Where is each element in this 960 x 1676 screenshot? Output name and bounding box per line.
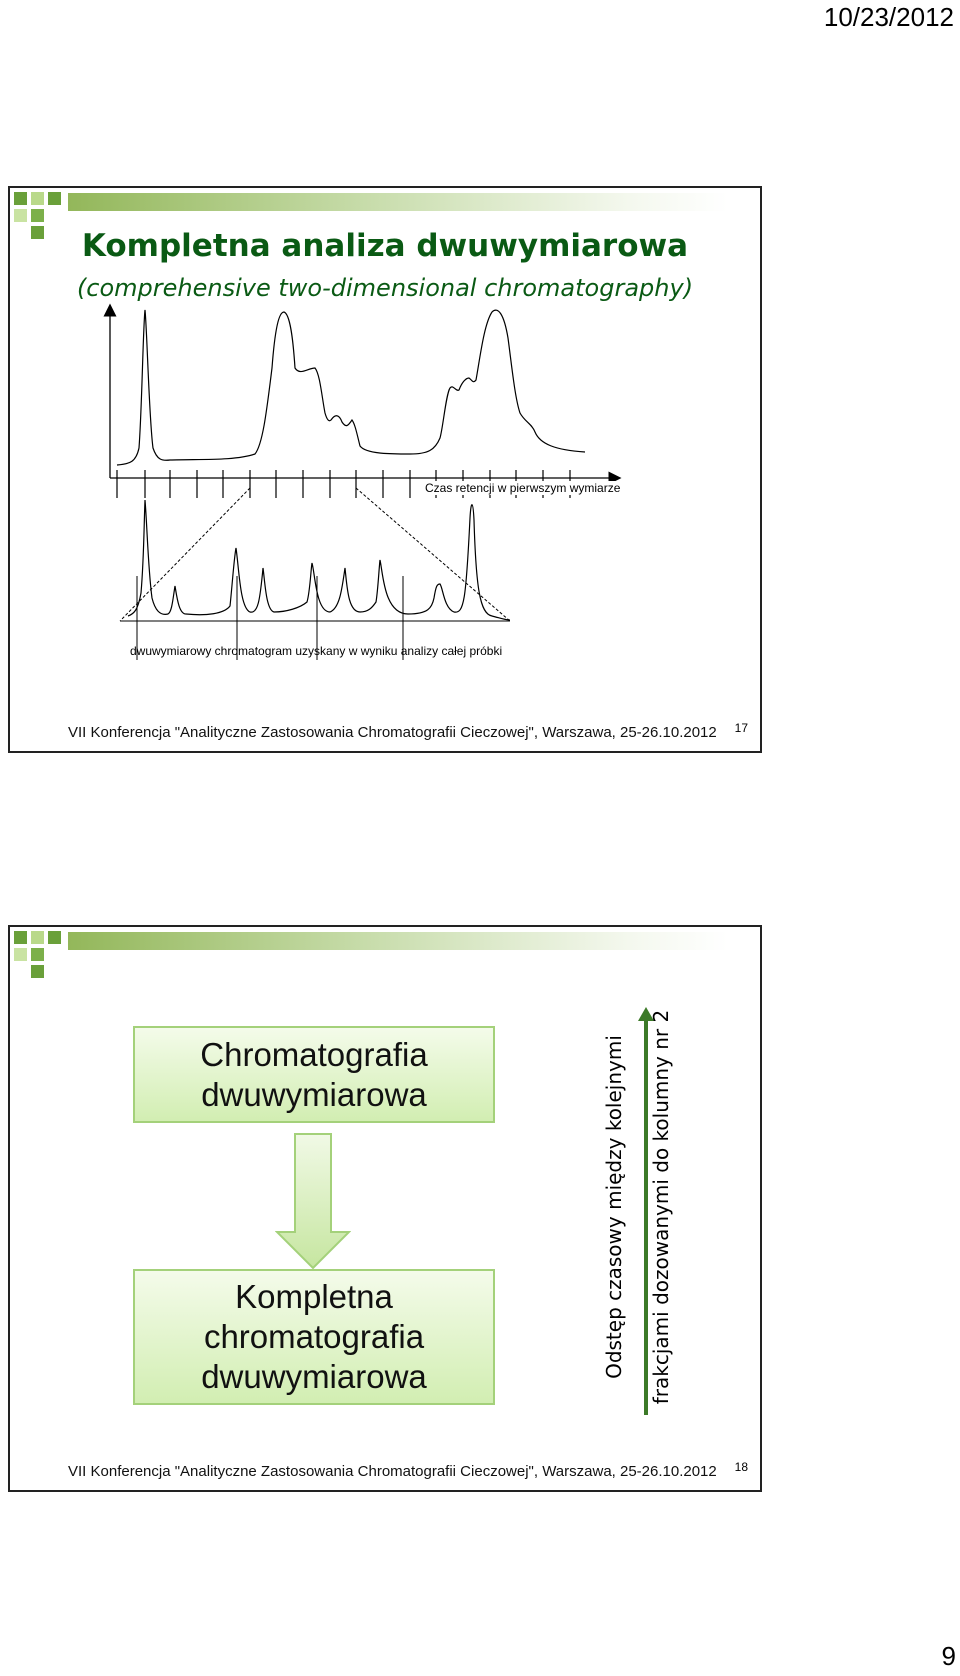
- decorative-square: [14, 948, 27, 961]
- slide-18: [8, 925, 762, 1492]
- box-kompletna-chromatografia: [133, 1269, 495, 1405]
- slide-footer: VII Konferencja "Analityczne Zastosowania Chromatografii Cieczowej", Warszawa, 25-26.10.2012: [68, 724, 717, 741]
- bottom-label: dwuwymiarowy chromatogram uzyskany w wyniku analizy całej próbki: [130, 644, 503, 658]
- slide-number: 18: [734, 1460, 748, 1474]
- chromatogram-diagram: [10, 188, 762, 753]
- box-top-line-2: dwuwymiarowa: [201, 1075, 427, 1113]
- slide-17: [8, 186, 762, 753]
- page-number: 9: [941, 1641, 956, 1671]
- decorative-square: [14, 931, 27, 944]
- vertical-text-line-2: frakcjami dozowanymi do kolumny nr 2: [649, 1009, 673, 1405]
- box-chromatografia-dwuwymiarowa: [133, 1026, 495, 1123]
- header-date: 10/23/2012: [823, 2, 954, 32]
- box-top-line-1: Chromatografia: [200, 1035, 428, 1073]
- x-axis-label: Czas retencji w pierwszym wymiarze: [425, 481, 621, 495]
- slide-number: 17: [734, 721, 748, 735]
- down-arrow-icon: [275, 1132, 351, 1270]
- second-dimension-chromatogram: [128, 500, 510, 620]
- box-bottom-line-2: chromatografia: [203, 1318, 425, 1355]
- decorative-square: [31, 948, 44, 961]
- decorative-square: [48, 931, 61, 944]
- slide-subtitle: (comprehensive two-dimensional chromatography): [76, 274, 694, 302]
- vertical-text-line-1: Odstęp czasowy między kolejnymi: [602, 1035, 626, 1379]
- decorative-square: [31, 931, 44, 944]
- decorative-gradient-bar: [68, 932, 728, 950]
- decorative-square: [31, 965, 44, 978]
- slide-footer: VII Konferencja "Analityczne Zastosowania Chromatografii Cieczowej", Warszawa, 25-26.10.2012: [68, 1463, 717, 1480]
- box-bottom-line-1: Kompletna: [235, 1278, 393, 1315]
- first-dimension-chromatogram: [117, 310, 585, 465]
- box-bottom-line-3: dwuwymiarowa: [201, 1358, 427, 1395]
- slide-title: Kompletna analiza dwuwymiarowa: [81, 228, 689, 264]
